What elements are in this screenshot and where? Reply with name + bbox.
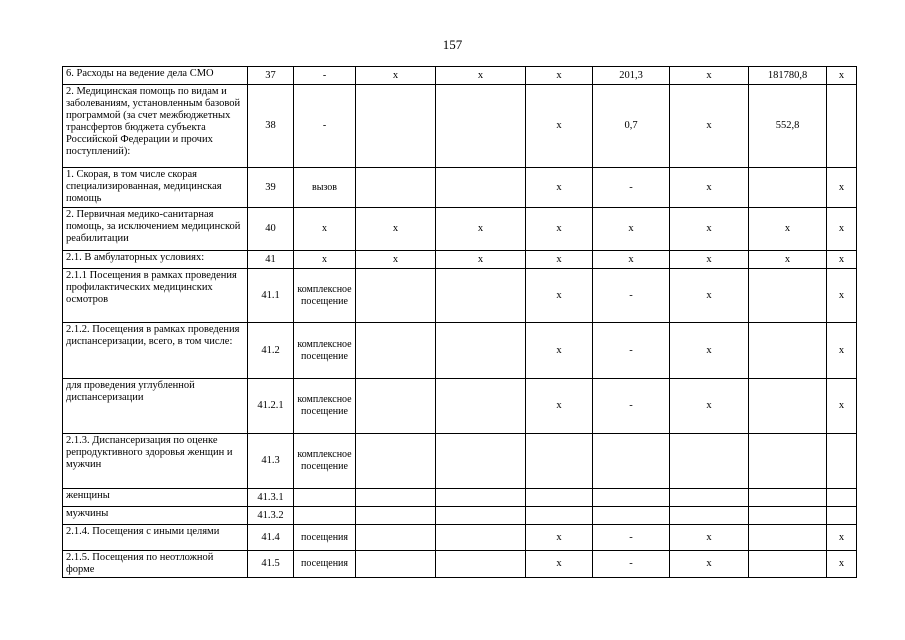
row-code-cell: 41.1 <box>248 269 294 323</box>
row-col9-cell: х <box>749 251 827 269</box>
row-col9-cell <box>749 323 827 379</box>
row-col4-cell <box>356 434 436 489</box>
row-col5-cell: х <box>436 208 526 251</box>
row-code-cell: 39 <box>248 168 294 208</box>
row-col8-cell <box>670 507 749 525</box>
row-col5-cell <box>436 168 526 208</box>
row-col8-cell: х <box>670 208 749 251</box>
row-col6-cell: х <box>526 269 593 323</box>
row-col10-cell <box>827 507 857 525</box>
row-code-cell: 41.3.1 <box>248 489 294 507</box>
row-col10-cell: х <box>827 379 857 434</box>
row-col8-cell: х <box>670 251 749 269</box>
row-col10-cell: х <box>827 269 857 323</box>
row-col10-cell: х <box>827 168 857 208</box>
row-col6-cell: х <box>526 525 593 551</box>
row-col4-cell <box>356 489 436 507</box>
row-col4-cell: х <box>356 208 436 251</box>
row-code-cell: 41.5 <box>248 551 294 578</box>
row-col6-cell: х <box>526 85 593 168</box>
row-col4-cell: х <box>356 251 436 269</box>
row-name-cell: 2.1. В амбулаторных условиях: <box>63 251 248 269</box>
row-col9-cell <box>749 379 827 434</box>
row-unit-cell: посещения <box>294 525 356 551</box>
row-col6-cell: х <box>526 251 593 269</box>
row-col8-cell: х <box>670 168 749 208</box>
row-col4-cell <box>356 269 436 323</box>
row-name-cell: 6. Расходы на ведение дела СМО <box>63 67 248 85</box>
row-name-cell: 1. Скорая, в том числе скорая специализированная, медицинская помощь <box>63 168 248 208</box>
row-col8-cell <box>670 489 749 507</box>
table-row <box>63 507 857 525</box>
row-unit-cell: посещения <box>294 551 356 578</box>
row-col7-cell <box>593 507 670 525</box>
row-unit-cell <box>294 507 356 525</box>
table-row <box>63 489 857 507</box>
row-col6-cell <box>526 489 593 507</box>
row-col7-cell: х <box>593 251 670 269</box>
row-col10-cell: х <box>827 323 857 379</box>
financial-table <box>62 66 857 578</box>
row-col6-cell: х <box>526 168 593 208</box>
row-col5-cell <box>436 269 526 323</box>
table-row <box>63 251 857 269</box>
table-row <box>63 85 857 168</box>
row-col10-cell: х <box>827 525 857 551</box>
row-col7-cell: - <box>593 379 670 434</box>
table-row <box>63 434 857 489</box>
row-col9-cell <box>749 507 827 525</box>
row-col8-cell: х <box>670 269 749 323</box>
row-col8-cell: х <box>670 85 749 168</box>
row-col10-cell: х <box>827 251 857 269</box>
row-col7-cell <box>593 489 670 507</box>
row-unit-cell: х <box>294 208 356 251</box>
row-col8-cell: х <box>670 525 749 551</box>
row-col4-cell <box>356 168 436 208</box>
row-col7-cell: 0,7 <box>593 85 670 168</box>
row-code-cell: 41 <box>248 251 294 269</box>
row-name-cell: женщины <box>63 489 248 507</box>
row-col5-cell <box>436 489 526 507</box>
row-name-cell: мужчины <box>63 507 248 525</box>
row-col7-cell: - <box>593 269 670 323</box>
row-unit-cell: комплексное посещение <box>294 379 356 434</box>
row-col5-cell <box>436 379 526 434</box>
row-name-cell: 2.1.2. Посещения в рамках проведения диспансеризации, всего, в том числе: <box>63 323 248 379</box>
row-col7-cell: - <box>593 168 670 208</box>
row-col4-cell <box>356 323 436 379</box>
row-unit-cell: вызов <box>294 168 356 208</box>
row-unit-cell: - <box>294 67 356 85</box>
table-row <box>63 168 857 208</box>
row-col7-cell: 201,3 <box>593 67 670 85</box>
row-col7-cell: - <box>593 525 670 551</box>
table-row <box>63 551 857 578</box>
row-col9-cell <box>749 489 827 507</box>
table-row <box>63 67 857 85</box>
row-col10-cell: х <box>827 67 857 85</box>
row-col8-cell <box>670 434 749 489</box>
row-name-cell: 2.1.1 Посещения в рамках проведения профилактических медицинских осмотров <box>63 269 248 323</box>
row-col9-cell <box>749 434 827 489</box>
row-col7-cell: - <box>593 551 670 578</box>
row-col5-cell <box>436 434 526 489</box>
table-row <box>63 269 857 323</box>
row-col6-cell: х <box>526 551 593 578</box>
table-row <box>63 525 857 551</box>
row-col4-cell <box>356 525 436 551</box>
row-code-cell: 37 <box>248 67 294 85</box>
row-col10-cell <box>827 85 857 168</box>
row-col5-cell: х <box>436 67 526 85</box>
row-name-cell: 2.1.3. Диспансеризация по оценке репродуктивного здоровья женщин и мужчин <box>63 434 248 489</box>
table-row <box>63 379 857 434</box>
row-unit-cell: комплексное посещение <box>294 323 356 379</box>
row-code-cell: 41.3.2 <box>248 507 294 525</box>
row-unit-cell <box>294 489 356 507</box>
row-name-cell: 2. Первичная медико-санитарная помощь, за исключением медицинской реабилитации <box>63 208 248 251</box>
row-col7-cell: - <box>593 323 670 379</box>
row-col6-cell <box>526 434 593 489</box>
row-col9-cell: 181780,8 <box>749 67 827 85</box>
row-name-cell: 2. Медицинская помощь по видам и заболеваниям, установленным базовой программой (за счет межбюджетных трансфертов бюджета субъекта Российской Федерации и прочих поступлений): <box>63 85 248 168</box>
row-col6-cell: х <box>526 323 593 379</box>
row-col9-cell: 552,8 <box>749 85 827 168</box>
row-col8-cell: х <box>670 551 749 578</box>
row-col10-cell: х <box>827 551 857 578</box>
row-col6-cell: х <box>526 379 593 434</box>
row-col9-cell: х <box>749 208 827 251</box>
row-col6-cell: х <box>526 208 593 251</box>
row-col4-cell <box>356 551 436 578</box>
row-unit-cell: комплексное посещение <box>294 269 356 323</box>
table-row <box>63 323 857 379</box>
row-col5-cell <box>436 525 526 551</box>
row-col9-cell <box>749 551 827 578</box>
row-col7-cell <box>593 434 670 489</box>
row-col5-cell <box>436 507 526 525</box>
row-col8-cell: х <box>670 379 749 434</box>
row-name-cell: 2.1.5. Посещения по неотложной форме <box>63 551 248 578</box>
table-row <box>63 208 857 251</box>
row-unit-cell: х <box>294 251 356 269</box>
row-code-cell: 41.2 <box>248 323 294 379</box>
row-col7-cell: х <box>593 208 670 251</box>
row-unit-cell: - <box>294 85 356 168</box>
row-code-cell: 41.4 <box>248 525 294 551</box>
row-code-cell: 40 <box>248 208 294 251</box>
row-col10-cell <box>827 434 857 489</box>
row-col10-cell <box>827 489 857 507</box>
row-col9-cell <box>749 168 827 208</box>
row-col6-cell <box>526 507 593 525</box>
row-name-cell: 2.1.4. Посещения с иными целями <box>63 525 248 551</box>
row-code-cell: 41.3 <box>248 434 294 489</box>
row-col4-cell <box>356 379 436 434</box>
row-unit-cell: комплексное посещение <box>294 434 356 489</box>
row-code-cell: 38 <box>248 85 294 168</box>
row-col8-cell: х <box>670 67 749 85</box>
row-name-cell: для проведения углубленной диспансеризации <box>63 379 248 434</box>
row-col9-cell <box>749 269 827 323</box>
row-col5-cell <box>436 551 526 578</box>
page-number: 157 <box>442 37 463 52</box>
row-col5-cell: х <box>436 251 526 269</box>
row-col8-cell: х <box>670 323 749 379</box>
row-col6-cell: х <box>526 67 593 85</box>
row-col4-cell: х <box>356 67 436 85</box>
row-col9-cell <box>749 525 827 551</box>
row-col4-cell <box>356 85 436 168</box>
row-col5-cell <box>436 85 526 168</box>
row-code-cell: 41.2.1 <box>248 379 294 434</box>
row-col5-cell <box>436 323 526 379</box>
row-col4-cell <box>356 507 436 525</box>
row-col10-cell: х <box>827 208 857 251</box>
